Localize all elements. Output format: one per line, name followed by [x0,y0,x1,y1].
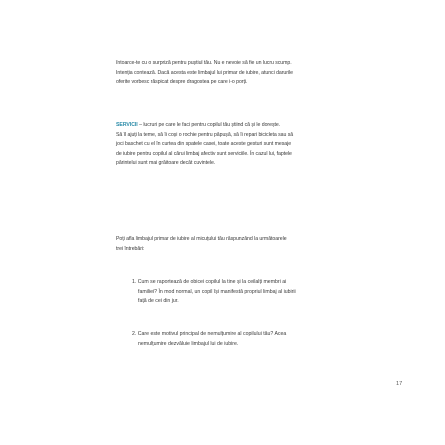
text-line: Intenția contează. Dacă acesta este limbajul lui primar de iubire, atunci darurile [116,69,293,76]
text-line: față de cei din jur. [138,298,179,305]
text-line: 1. Cum se raportează de obicei copilul la tine și la ceilalți membri ai [132,279,287,285]
page-number: 17 [396,381,403,387]
text-line: familiei? În mod normal, un copil își manifestă propriul limbaj al iubirii [138,288,296,295]
term-servicii: SERVICII [116,122,138,128]
paragraph-intro [116,59,366,88]
text-line: Poți afla limbajul primar de iubire al micuțului tău răspunzând la următoarele [116,236,287,242]
text-line [116,121,366,131]
text-line: trei întrebări: [116,245,145,252]
text-fragment: – lucruri pe care le faci pentru copilul tău știind că și le dorește. [137,122,281,128]
paragraph-servicii [116,121,366,169]
text-line: oferite vorbesc răspicat despre dragostea pe care i-o porți. [116,79,248,86]
text-line: joci baschet cu el în curtea din spatele casei, toate aceste gesturi sunt mesaje [116,141,292,148]
text-line: 2. Care este motivul principal de nemulțumire al copilului tău? Acea [132,331,287,337]
question-item-2 [132,330,362,349]
text-line: de iubire pentru copilul al cărui limbaj afectiv sunt serviciile. În cazul lui, faptele [116,150,292,157]
question-item-1 [132,278,362,307]
text-line: părintelui sunt mai grăitoare decât cuvintele. [116,160,216,167]
paragraph-questions-intro [116,235,366,254]
text-line: Să îl ajuți la teme, să îi coși o rochie pentru păpușă, să îi repari bicicleta sau să [116,131,294,138]
text-line: întoarce-te cu o surpriză pentru puștiul tău. Nu e nevoie să fie un lucru scump. [116,60,292,66]
text-line: nemulțumire dezvăluie limbajul lui de iubire. [138,340,239,347]
